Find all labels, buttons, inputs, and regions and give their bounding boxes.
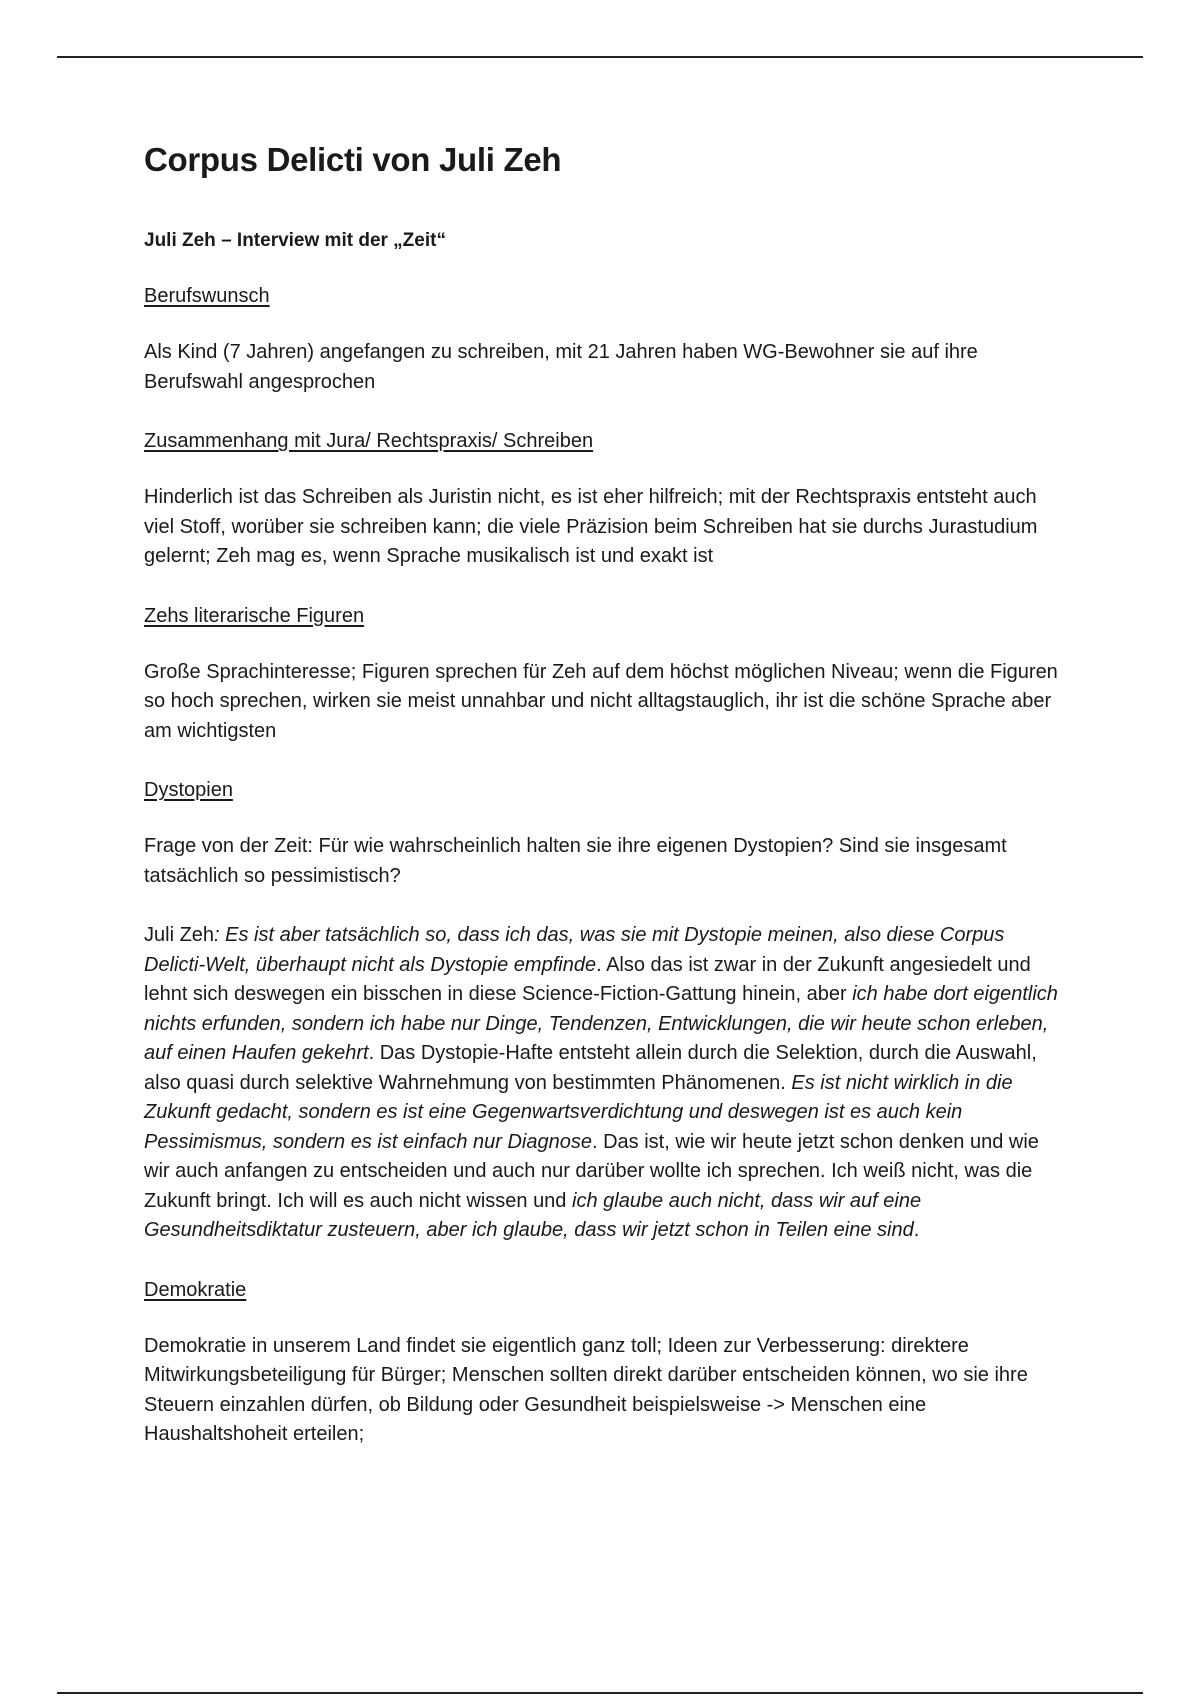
- heading-dystopien: Dystopien: [144, 779, 233, 802]
- answer-text-2: . Das Dystopie-Hafte entsteht allein durch die Selektion, durch die Auswahl, also quasi durch selektive Wahrnehmung von bestimmten Phänomenen.: [144, 1042, 1037, 1094]
- paragraph-figuren: Große Sprachinteresse; Figuren sprechen für Zeh auf dem höchst möglichen Niveau; wenn die Figuren so hoch sprechen, wirken sie meist unnahbar und nicht alltagstauglich, ihr ist die schöne Sprache aber am wichtigsten: [144, 660, 1058, 742]
- answer-quote-4: ich glaube auch nicht, dass wir auf eine Gesundheitsdiktatur zusteuern, aber ich glaube, dass wir jetzt schon in Teilen eine sind: [144, 1189, 922, 1242]
- answer-quote-1: : Es ist aber tatsächlich so, dass ich das, was sie mit Dystopie meinen, also diese Corpus Delicti-Welt, überhaupt nicht als Dystopie empfinde: [144, 924, 1005, 976]
- paragraph-dystopien-question: Frage von der Zeit: Für wie wahrscheinlich halten sie ihre eigenen Dystopien? Sind sie insgesamt tatsächlich so pessimistisch?: [144, 835, 1007, 887]
- answer-quote-2: ich habe dort eigentlich nichts erfunden, sondern ich habe nur Dinge, Tendenzen, Entwicklungen, die wir heute schon erleben, auf einen Haufen gekehrt: [144, 983, 1058, 1065]
- answer-quote-3: Es ist nicht wirklich in die Zukunft gedacht, sondern es ist eine Gegenwartsverdichtung und deswegen ist es auch kein Pessimismus, sondern es ist einfach nur Diagnose: [144, 1071, 1013, 1153]
- bottom-rule: [57, 1692, 1143, 1694]
- answer-text-3: . Das ist, wie wir heute jetzt schon denken und wie wir auch anfangen zu entscheiden und auch nur darüber wollte ich sprechen. Ich weiß nicht, was die Zukunft bringt. Ich will es auch nicht wissen und: [144, 1130, 1039, 1212]
- heading-demokratie: Demokratie: [144, 1278, 247, 1301]
- answer-text-1: . Also das ist zwar in der Zukunft angesiedelt und lehnt sich deswegen ein bisschen in diese Science-Fiction-Gattung hinein, aber: [144, 953, 1031, 1006]
- heading-berufswunsch: Berufswunsch: [144, 285, 270, 308]
- answer-text-4: .: [913, 1219, 920, 1242]
- paragraph-demokratie: Demokratie in unserem Land findet sie eigentlich ganz toll; Ideen zur Verbesserung: direktere Mitwirkungsbeteiligung für Bürger; Menschen sollten direkt darüber entscheiden können, wo sie ihre Steuern einzahlen dürfen, ob Bildung oder Gesundheit beispielsweise -> Menschen eine Haushaltshoheit erteilen;: [144, 1334, 1028, 1446]
- paragraph-berufswunsch: Als Kind (7 Jahren) angefangen zu schreiben, mit 21 Jahren haben WG-Bewohner sie auf ihre Berufswahl angesprochen: [144, 341, 978, 393]
- paragraph-dystopien-answer: [144, 921, 1064, 1246]
- document-body: [144, 140, 1064, 1480]
- answer-speaker: Juli Zeh: [144, 924, 215, 947]
- document-title: Corpus Delicti von Juli Zeh: [144, 141, 562, 178]
- heading-jura: Zusammenhang mit Jura/ Rechtspraxis/ Schreiben: [144, 430, 594, 453]
- paragraph-jura: Hinderlich ist das Schreiben als Juristin nicht, es ist eher hilfreich; mit der Rechtspraxis entsteht auch viel Stoff, worüber sie schreiben kann; die viele Präzision beim Schreiben hat sie durchs Jurastudium gelernt; Zeh mag es, wenn Sprache musikalisch ist und exakt ist: [144, 486, 1038, 568]
- heading-figuren: Zehs literarische Figuren: [144, 604, 365, 627]
- top-rule: [57, 56, 1143, 58]
- document-subtitle: Juli Zeh – Interview mit der „Zeit“: [144, 229, 446, 251]
